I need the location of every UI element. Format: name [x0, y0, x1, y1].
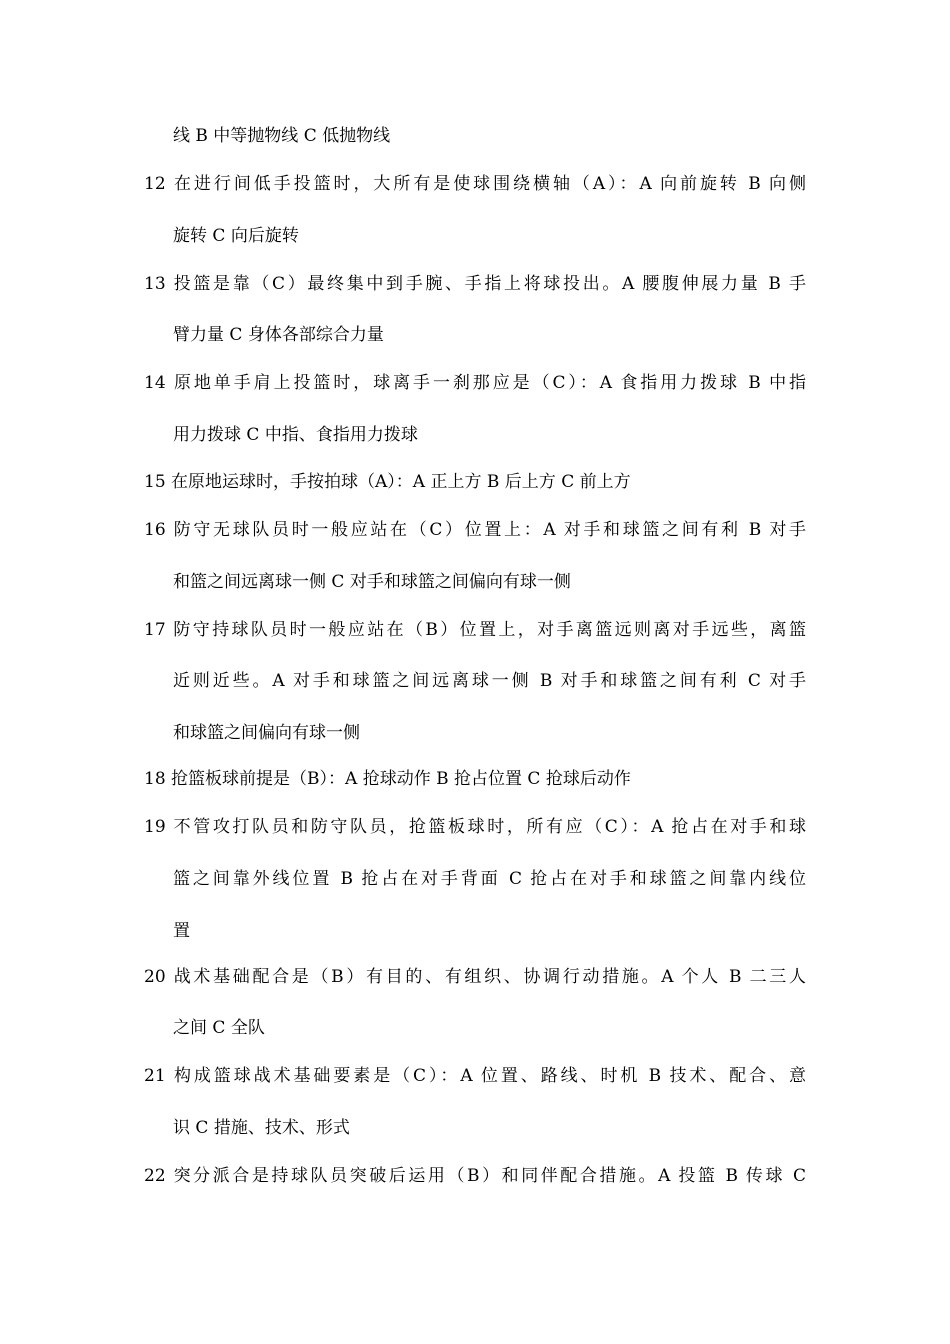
- question-20-line: 20 战术基础配合是（B）有目的、有组织、协调行动措施。A 个人 B 二三人: [144, 967, 806, 987]
- question-19-line: 19 不管攻打队员和防守队员，抢篮板球时，所有应（C）：A 抢占在对手和球: [144, 817, 806, 837]
- question-13-line: 13 投篮是靠（C）最终集中到手腕、手指上将球投出。A 腰腹伸展力量 B 手: [144, 274, 806, 294]
- text-line: 旋转 C 向后旋转: [173, 226, 299, 246]
- text-line: 臂力量 C 身体各部综合力量: [173, 325, 384, 345]
- text-line: 置: [173, 921, 190, 941]
- text-line: 之间 C 全队: [173, 1018, 265, 1038]
- text-line: 和球篮之间偏向有球一侧: [173, 723, 360, 743]
- text-line: 线 B 中等抛物线 C 低抛物线: [173, 126, 391, 146]
- question-14-line: 14 原地单手肩上投篮时，球离手一刹那应是（C）：A 食指用力拨球 B 中指: [144, 373, 806, 393]
- question-22-line: 22 突分派合是持球队员突破后运用（B）和同伴配合措施。A 投篮 B 传球 C: [144, 1166, 806, 1186]
- question-12-line: 12 在进行间低手投篮时，大所有是使球围绕横轴（A）：A 向前旋转 B 向侧: [144, 174, 806, 194]
- question-17-line: 17 防守持球队员时一般应站在（B）位置上，对手离篮远则离对手远些，离篮: [144, 620, 806, 640]
- text-line: 和篮之间远离球一侧 C 对手和球篮之间偏向有球一侧: [173, 572, 571, 592]
- question-16-line: 16 防守无球队员时一般应站在（C）位置上：A 对手和球篮之间有利 B 对手: [144, 520, 806, 540]
- text-line: 篮之间靠外线位置 B 抢占在对手背面 C 抢占在对手和球篮之间靠内线位: [173, 869, 806, 889]
- text-line: 识 C 措施、技术、形式: [173, 1118, 350, 1138]
- question-15-line: 15 在原地运球时，手按拍球（A）：A 正上方 B 后上方 C 前上方: [144, 472, 631, 492]
- text-line: 近则近些。A 对手和球篮之间远离球一侧 B 对手和球篮之间有利 C 对手: [173, 671, 806, 691]
- question-18-line: 18 抢篮板球前提是（B）：A 抢球动作 B 抢占位置 C 抢球后动作: [144, 769, 631, 789]
- text-line: 用力拨球 C 中指、食指用力拨球: [173, 425, 418, 445]
- question-21-line: 21 构成篮球战术基础要素是（C）：A 位置、路线、时机 B 技术、配合、意: [144, 1066, 806, 1086]
